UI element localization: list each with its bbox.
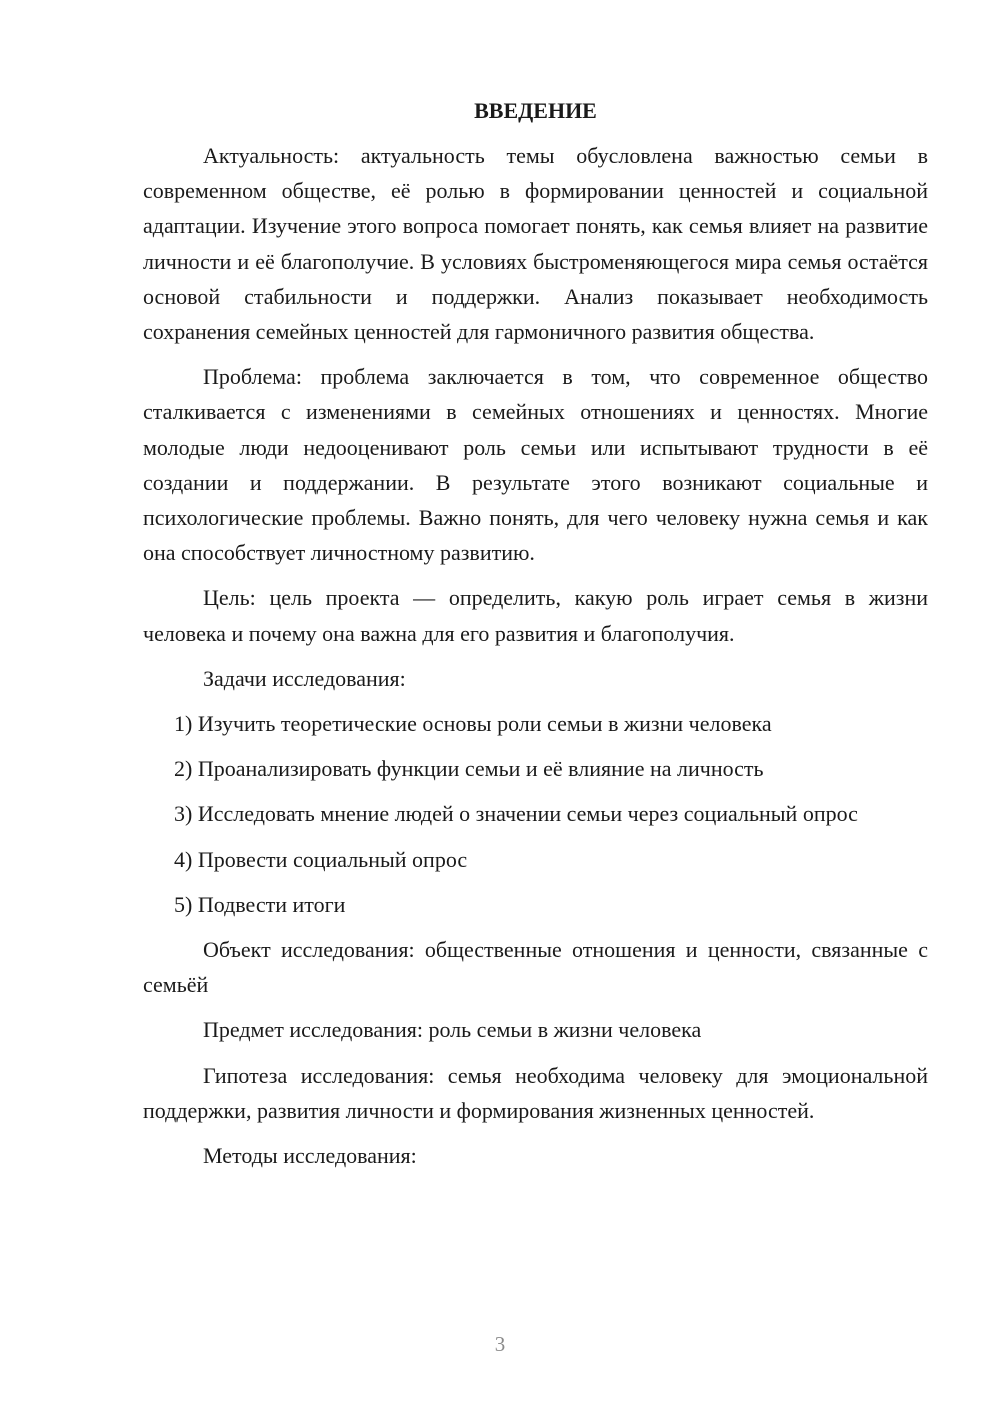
paragraph-tasks-heading: Задачи исследования:	[203, 665, 406, 691]
paragraph-relevance: Актуальность: актуальность темы обусловлена важностью семьи в современном обществе, её ролью в формировании ценностей и социальной адаптации. Изучение этого вопроса помогает понять, как семья влияет на развитие личности и её благополучие. В условиях быстроменяющегося мира семья остаётся основой стабильности и поддержки. Анализ показывает необходимость сохранения семейных ценностей для гармоничного развития общества.	[143, 143, 928, 345]
paragraph-subject: Предмет исследования: роль семьи в жизни человека	[203, 1017, 702, 1043]
section-title: ВВЕДЕНИЕ	[474, 98, 597, 123]
paragraph-problem: Проблема: проблема заключается в том, что современное общество сталкивается с изменениями в семейных отношениях и ценностях. Многие молодые люди недооценивают роль семьи или испытывают трудности в её создании и поддержании. В результате этого возникают социальные и психологические проблемы. Важно понять, для чего человеку нужна семья и как она способствует личностному развитию.	[143, 364, 928, 566]
page-number: 3	[494, 1332, 506, 1356]
task-item: 4) Провести социальный опрос	[174, 846, 468, 872]
paragraph-methods: Методы исследования:	[203, 1143, 417, 1169]
paragraph-goal: Цель: цель проекта — определить, какую роль играет семья в жизни человека и почему она важна для его развития и благополучия.	[143, 585, 928, 646]
page-content	[143, 93, 928, 1183]
task-item: 1) Изучить теоретические основы роли семьи в жизни человека	[174, 711, 772, 737]
task-item: 5) Подвести итоги	[174, 891, 346, 917]
paragraph-hypothesis: Гипотеза исследования: семья необходима человеку для эмоциональной поддержки, развития личности и формирования жизненных ценностей.	[143, 1062, 928, 1123]
task-item: 2) Проанализировать функции семьи и её влияние на личность	[174, 756, 764, 782]
paragraph-object: Объект исследования: общественные отношения и ценности, связанные с семьёй	[143, 937, 928, 998]
task-item: 3) Исследовать мнение людей о значении семьи через социальный опрос	[174, 801, 858, 827]
